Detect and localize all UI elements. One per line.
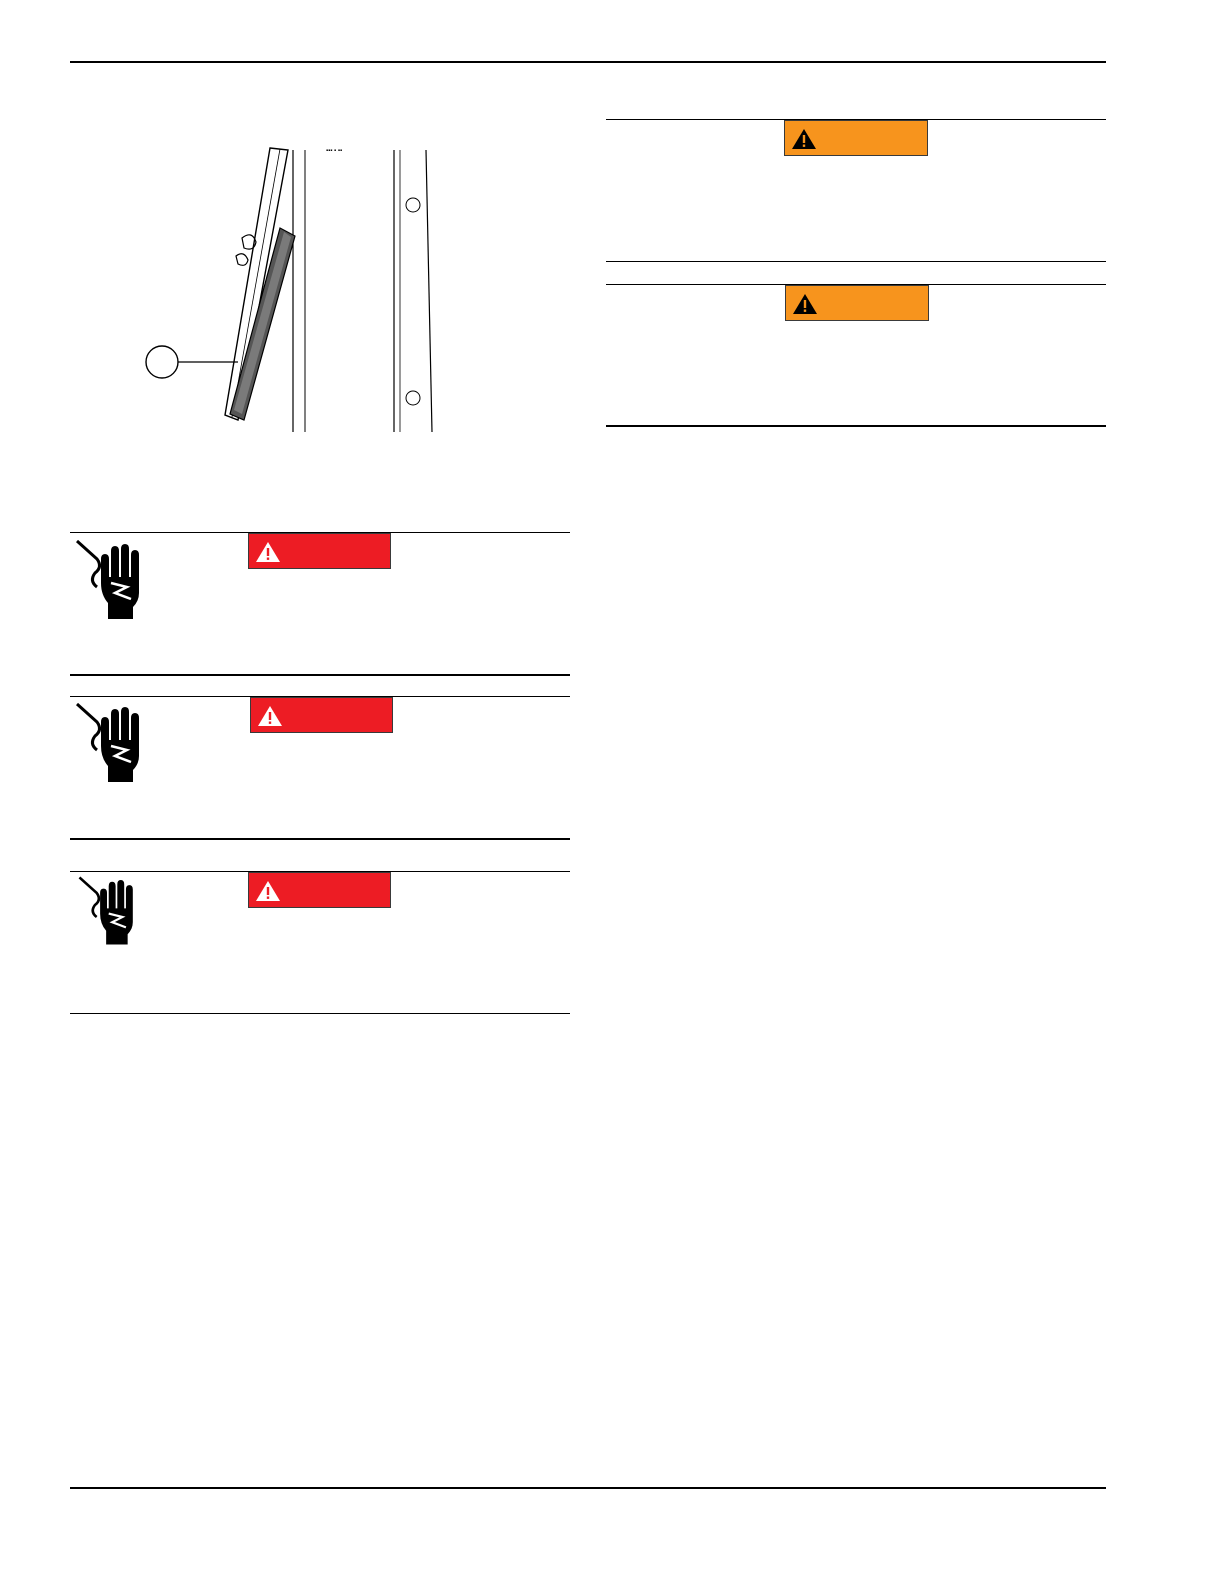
warning-triangle-icon bbox=[792, 293, 818, 315]
warning-badge bbox=[784, 120, 928, 156]
electric-shock-hand-icon bbox=[73, 700, 145, 786]
danger-badge bbox=[248, 872, 391, 908]
warning-triangle-icon bbox=[257, 705, 283, 727]
danger-badge bbox=[248, 533, 391, 569]
electric-shock-hand-icon bbox=[76, 874, 138, 948]
notice-1-bottom-rule bbox=[70, 674, 570, 676]
svg-text:▪▪▪ ▪ ▪▪: ▪▪▪ ▪ ▪▪ bbox=[326, 148, 343, 154]
warning-triangle-icon bbox=[791, 128, 817, 150]
notice-3-bottom-rule bbox=[70, 1013, 570, 1014]
electric-shock-hand-icon bbox=[73, 537, 145, 623]
header-rule bbox=[70, 61, 1106, 63]
warning-badge bbox=[785, 285, 929, 321]
danger-badge bbox=[250, 697, 393, 733]
notice-2-bottom-rule bbox=[70, 838, 570, 840]
appliance-filter-illustration bbox=[130, 140, 450, 440]
warning-2-bottom-rule bbox=[606, 425, 1106, 427]
footer-rule bbox=[70, 1487, 1106, 1489]
callout-circle bbox=[146, 346, 178, 378]
warning-1-bottom-rule bbox=[606, 261, 1106, 262]
warning-triangle-icon bbox=[255, 541, 281, 563]
warning-triangle-icon bbox=[255, 880, 281, 902]
